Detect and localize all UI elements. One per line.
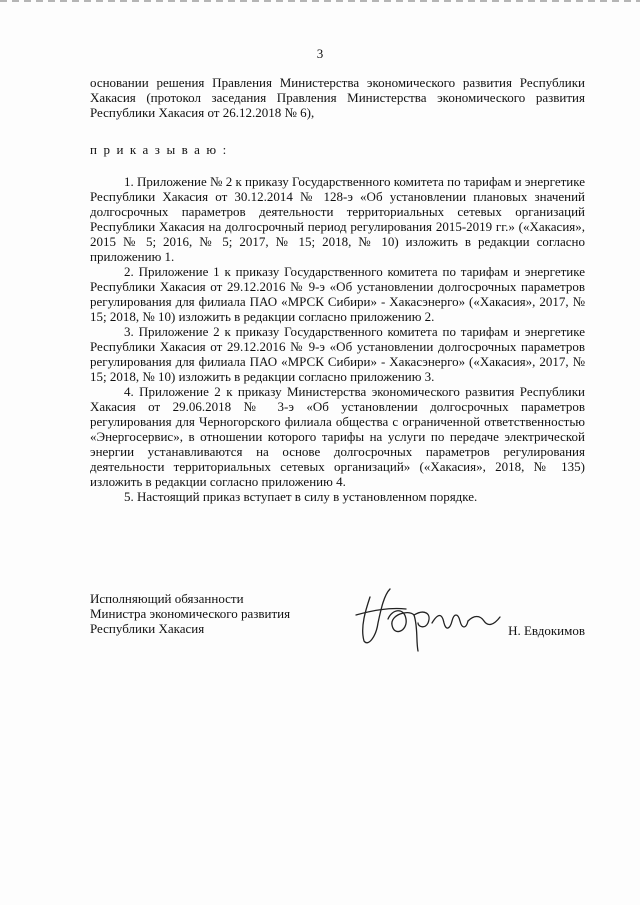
order-item-5: 5. Настоящий приказ вступает в силу в установленном порядке.: [124, 489, 478, 504]
order-item-3: 3. Приложение 2 к приказу Государственного комитета по тарифам и энергетике Республики Хакасия от 29.12.2016 № 9-э «Об установлении долгосрочных параметров регулирования для филиала ПАО «МРСК Сибири» - Хакасэнерго» («Хакасия», 2017, № 15; 2018, № 10) изложить в редакции согласно приложению 3.: [90, 324, 585, 384]
order-item-2: 2. Приложение 1 к приказу Государственного комитета по тарифам и энергетике Республики Хакасия от 29.12.2016 № 9-э «Об установлении долгосрочных параметров регулирования для филиала ПАО «МРСК Сибири» - Хакасэнерго» («Хакасия», 2017, № 15; 2018, № 10) изложить в редакции согласно приложению 2.: [90, 264, 585, 324]
intro-paragraph: основании решения Правления Министерства экономического развития Республики Хакасия (протокол заседания Правления Министерства экономического развития Республики Хакасия от 26.12.2018 № 6),: [90, 75, 585, 120]
order-item-1: 1. Приложение № 2 к приказу Государственного комитета по тарифам и энергетике Республики Хакасия от 30.12.2014 № 128-э «Об установлении плановых значений долгосрочных параметров деятельности территориальных сетевых организаций Республики Хакасия на долгосрочный период регулирования 2015-2019 гг.» («Хакасия», 2015 № 5; 2016, № 5; 2017, № 15; 2018, № 10) изложить в редакции согласно приложению 1.: [90, 174, 585, 264]
signatory-title-line-3: Республики Хакасия: [90, 621, 205, 636]
order-item-4: 4. Приложение 2 к приказу Министерства экономического развития Республики Хакасия от 29.06.2018 № 3-э «Об установлении долгосрочных параметров регулирования для Черногорского филиала общества с ограниченной ответственностью «Энергосервис», в отношении которого тарифы на услуги по передаче электрической энергии устанавливаются на основе долгосрочных параметров регулирования деятельности территориальных сетевых организаций» («Хакасия», 2018, № 135) изложить в редакции согласно приложению 4.: [90, 384, 585, 489]
signatory-title-line-2: Министра экономического развития: [90, 606, 291, 621]
handwritten-signature: [348, 579, 508, 654]
signatory-title-line-1: Исполняющий обязанности: [90, 591, 244, 606]
order-heading: приказываю:: [90, 142, 233, 157]
signatory-name: Н. Евдокимов: [508, 623, 585, 638]
page-number: 3: [316, 46, 324, 61]
scan-edge-dashes: [0, 0, 640, 2]
document-body: [90, 75, 585, 504]
signature-block: [90, 591, 585, 661]
